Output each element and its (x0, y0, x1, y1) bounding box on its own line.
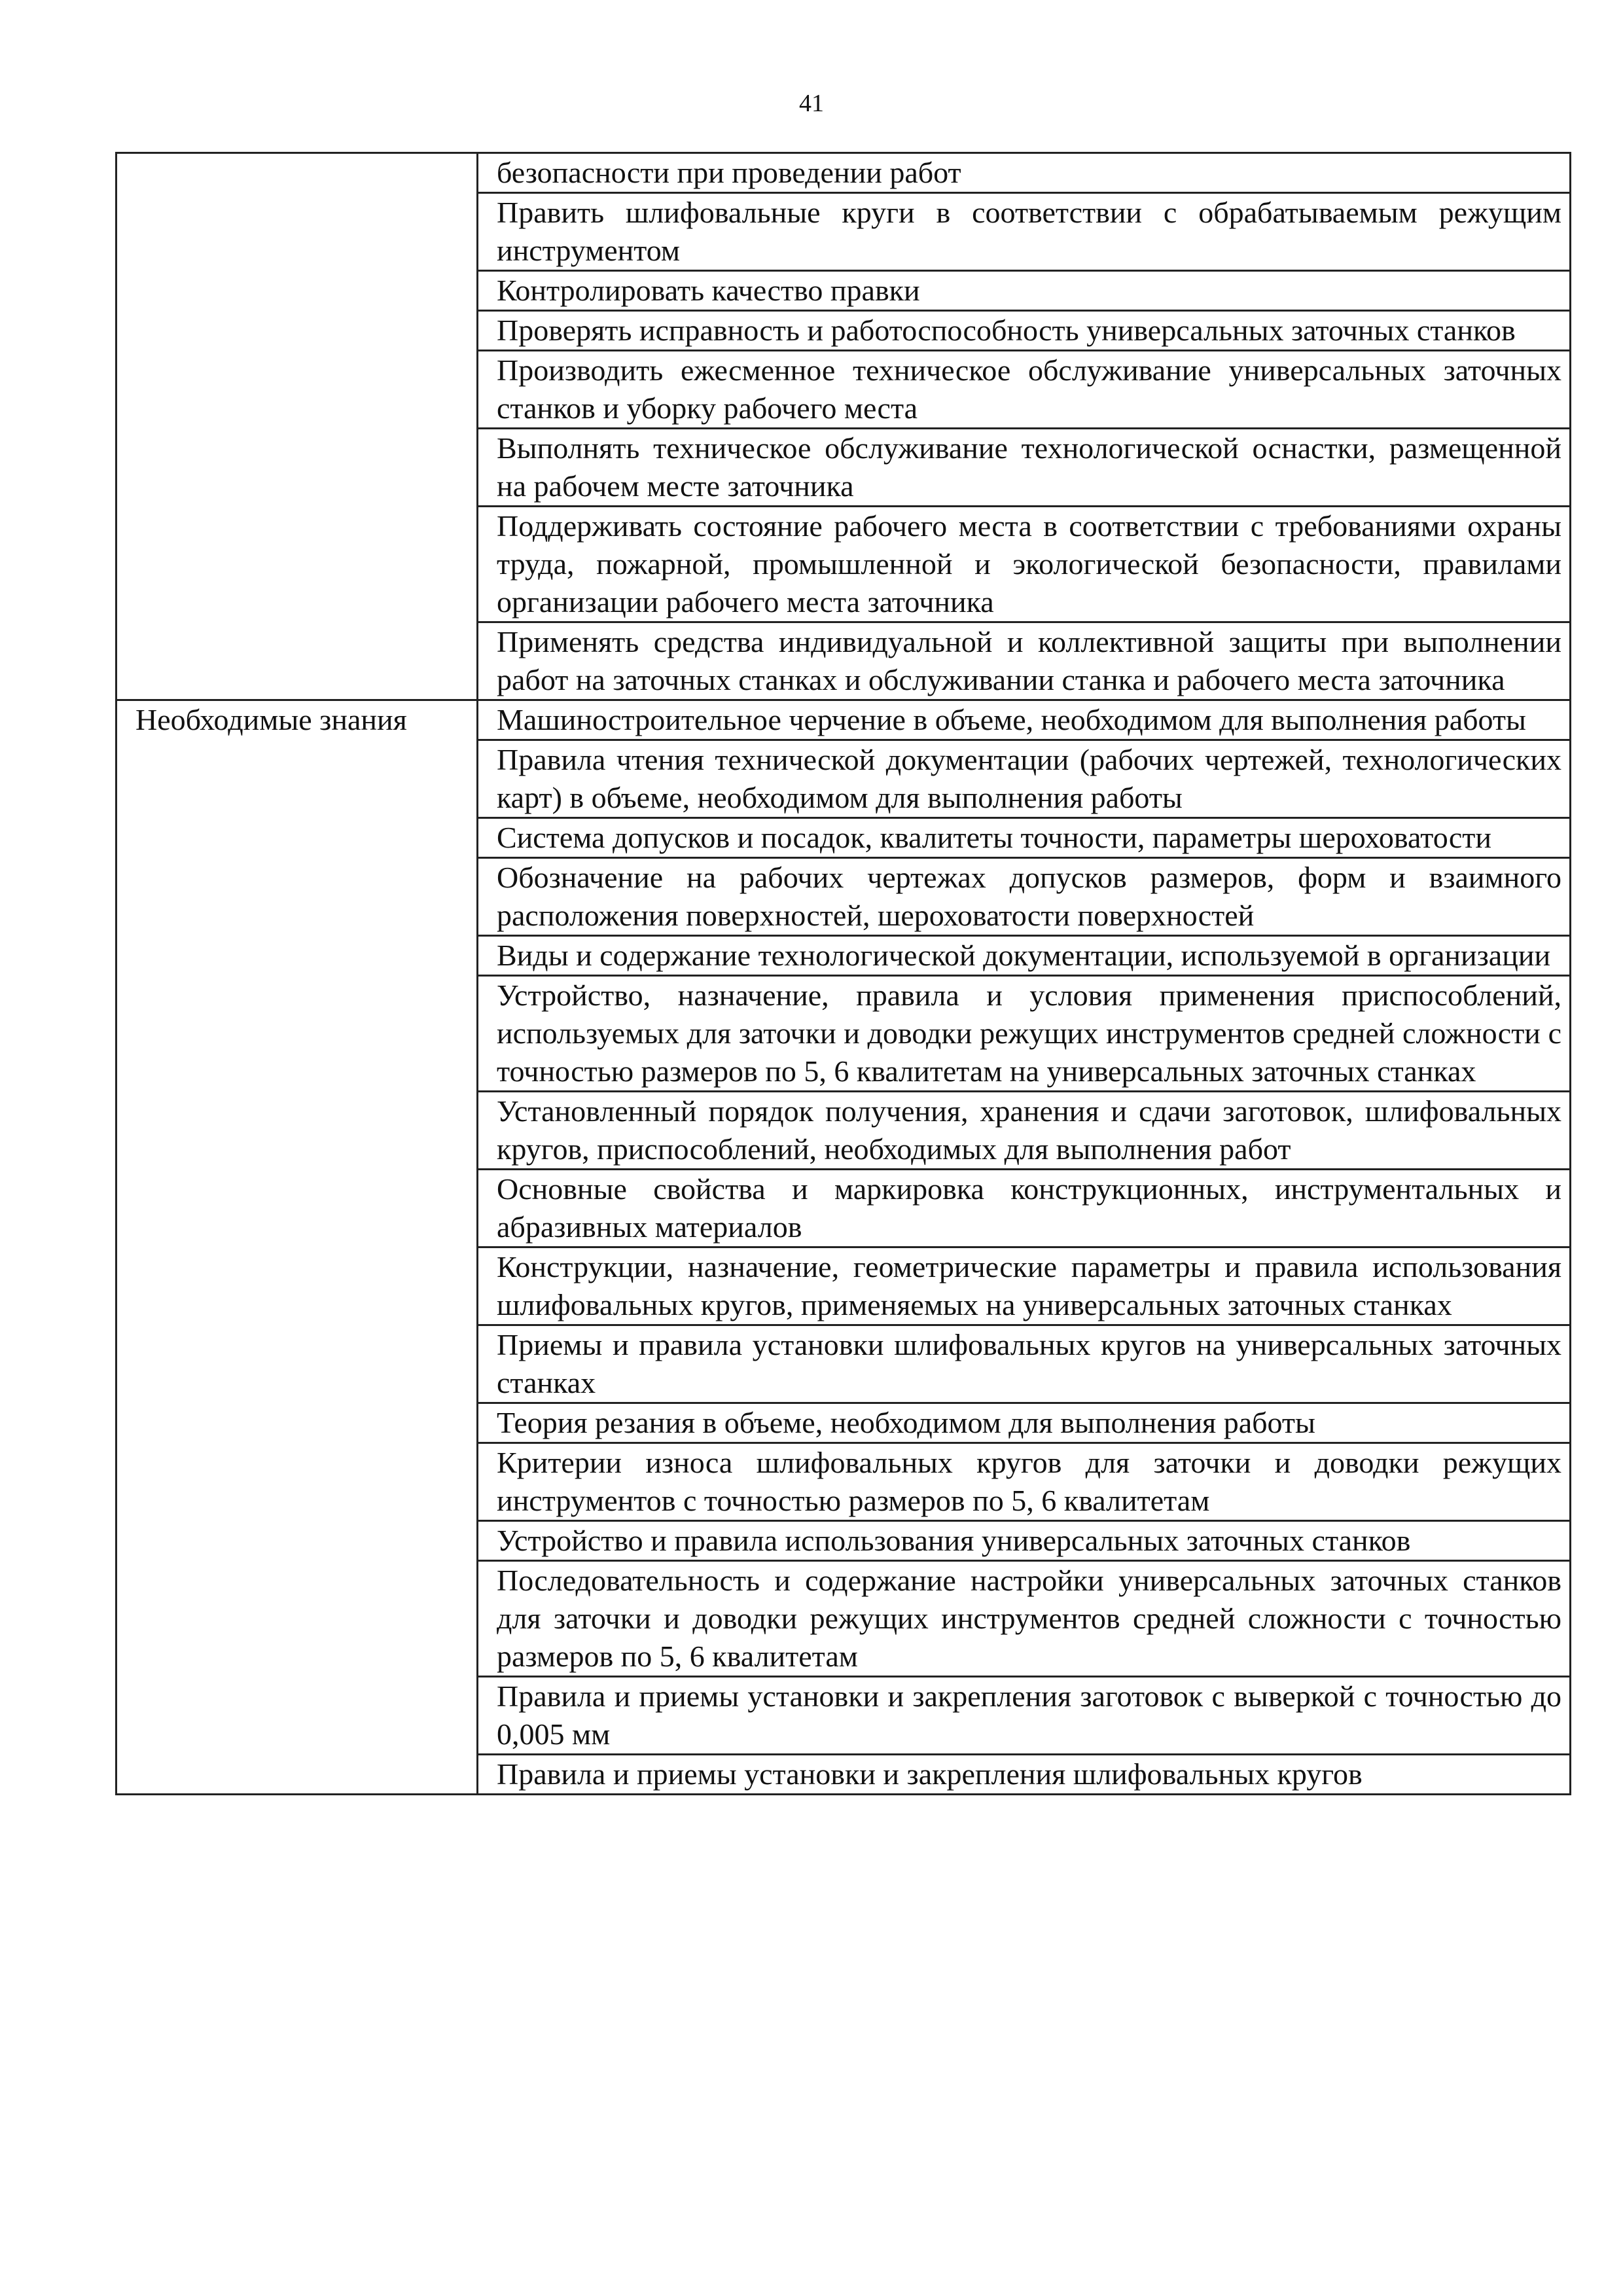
table-cell: Проверять исправность и работоспособность универсальных заточных станков (478, 311, 1571, 351)
table-cell: Правила и приемы установки и закрепления шлифовальных кругов (478, 1755, 1571, 1795)
table-cell: Применять средства индивидуальной и коллективной защиты при выполнении работ на заточных станках и обслуживании станка и рабочего места заточника (478, 622, 1571, 700)
table-row (116, 153, 1571, 193)
table-cell: безопасности при проведении работ (478, 153, 1571, 193)
table-cell: Производить ежесменное техническое обслуживание универсальных заточных станков и уборку рабочего места (478, 351, 1571, 429)
table-cell: Установленный порядок получения, хранения и сдачи заготовок, шлифовальных кругов, приспособлений, необходимых для выполнения работ (478, 1092, 1571, 1170)
table-body (116, 153, 1571, 1795)
table-cell: Правила чтения технической документации (рабочих чертежей, технологических карт) в объеме, необходимом для выполнения работы (478, 740, 1571, 818)
table-cell: Выполнять техническое обслуживание технологической оснастки, размещенной на рабочем месте заточника (478, 429, 1571, 507)
table-cell: Устройство, назначение, правила и условия применения приспособлений, используемых для заточки и доводки режущих инструментов средней сложности с точностью размеров по 5, 6 квалитетам на универсальных заточных станках (478, 976, 1571, 1092)
table-cell: Устройство и правила использования универсальных заточных станков (478, 1521, 1571, 1561)
table-cell: Конструкции, назначение, геометрические параметры и правила использования шлифовальных кругов, применяемых на универсальных заточных станках (478, 1247, 1571, 1325)
table-cell: Виды и содержание технологической документации, используемой в организации (478, 936, 1571, 976)
page-number: 41 (799, 90, 824, 117)
table-cell: Машиностроительное черчение в объеме, необходимом для выполнения работы (478, 700, 1571, 740)
table-cell: Контролировать качество правки (478, 271, 1571, 311)
table-row (116, 700, 1571, 740)
table-cell: Последовательность и содержание настройки универсальных заточных станков для заточки и доводки режущих инструментов средней сложности с точностью размеров по 5, 6 квалитетам (478, 1561, 1571, 1677)
table-cell: Поддерживать состояние рабочего места в соответствии с требованиями охраны труда, пожарной, промышленной и экологической безопасности, правилами организации рабочего места заточника (478, 507, 1571, 622)
table-cell: Основные свойства и маркировка конструкционных, инструментальных и абразивных материалов (478, 1170, 1571, 1247)
continued-label-cell (116, 153, 478, 700)
requirements-table (115, 152, 1571, 1795)
table-cell: Система допусков и посадок, квалитеты точности, параметры шероховатости (478, 818, 1571, 858)
table-cell: Приемы и правила установки шлифовальных кругов на универсальных заточных станках (478, 1325, 1571, 1403)
table-cell: Правила и приемы установки и закрепления заготовок с выверкой с точностью до 0,005 мм (478, 1677, 1571, 1755)
table-cell: Критерии износа шлифовальных кругов для заточки и доводки режущих инструментов с точностью размеров по 5, 6 квалитетам (478, 1443, 1571, 1521)
section-label-knowledge: Необходимые знания (116, 700, 478, 1795)
table-cell: Обозначение на рабочих чертежах допусков размеров, форм и взаимного расположения поверхностей, шероховатости поверхностей (478, 858, 1571, 936)
table-cell: Теория резания в объеме, необходимом для выполнения работы (478, 1403, 1571, 1443)
table-cell: Править шлифовальные круги в соответствии с обрабатываемым режущим инструментом (478, 193, 1571, 271)
